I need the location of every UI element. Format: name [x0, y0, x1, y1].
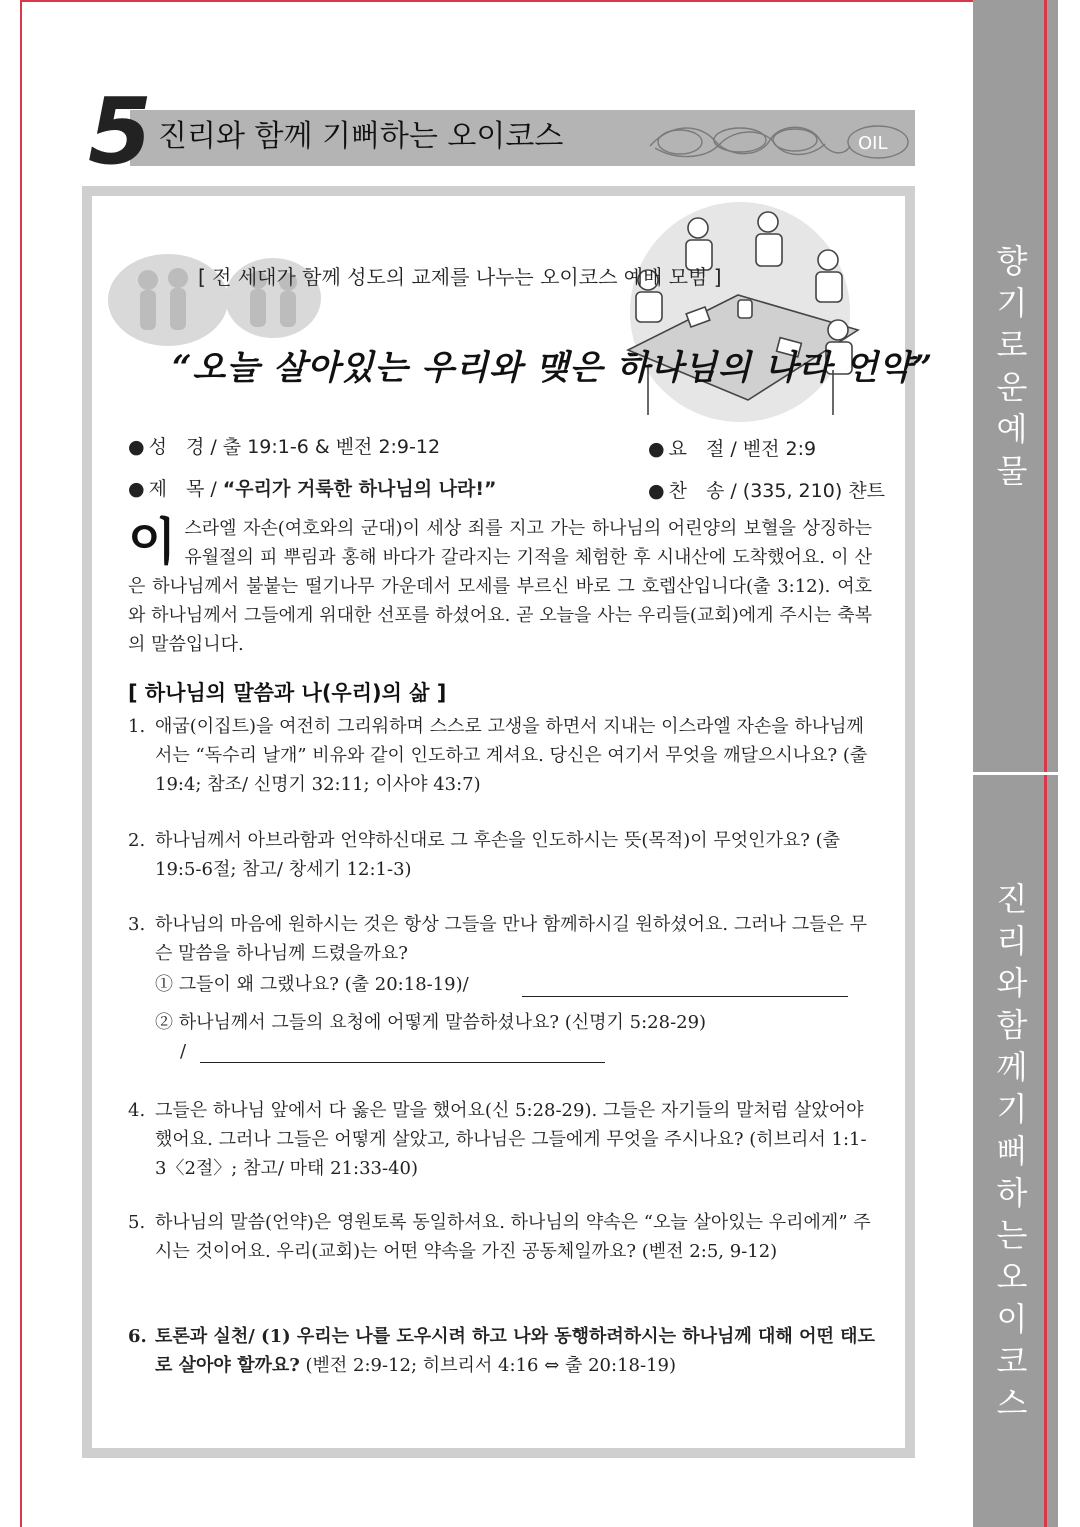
- intro-paragraph: [128, 514, 872, 659]
- question-text: 하나님의 마음에 원하시는 것은 항상 그들을 만나 함께하시길 원하셨어요. 그러나 그들은 무슨 말씀을 하나님께 드렸을까요?: [155, 914, 868, 964]
- page-border-top: [20, 0, 975, 2]
- sub-question-b-slash: /: [180, 1041, 187, 1062]
- sub-question-b: ② 하나님께서 그들의 요청에 어떻게 말씀하셨나요? (신명기 5:28-29): [155, 1012, 707, 1033]
- question-reference: (벧전 2:9-12; 히브리서 4:16 ⇔ 출 20:18-19): [299, 1355, 676, 1376]
- sub-question-a: ① 그들이 왜 그랬나요? (출 20:18-19)/: [155, 974, 469, 995]
- meta-bible-value: 출 19:1-6 & 벧전 2:9-12: [222, 436, 441, 458]
- bullet-icon: ●: [128, 478, 145, 500]
- side-tab-edge: [1044, 0, 1047, 1527]
- meta-bible: [128, 432, 440, 462]
- meta-key-verse-label: 요 절 /: [668, 438, 737, 460]
- question-text: 하나님의 말씀(언약)은 영원토록 동일하셔요. 하나님의 약속은 “오늘 살아있는 우리에게” 주시는 것이어요. 우리(교회)는 어떤 약속을 가진 공동체일까요? (벧전 2:5, 9-12): [155, 1212, 871, 1262]
- question-text: [155, 1322, 876, 1380]
- bullet-icon: ●: [648, 438, 665, 460]
- question-3: [128, 910, 876, 968]
- meta-hymn-label: 찬 송 /: [668, 480, 737, 502]
- meta-key-verse-value: 벧전 2:9: [742, 438, 817, 460]
- page-border-left: [20, 0, 22, 1527]
- bullet-icon: ●: [128, 436, 145, 458]
- question-number: 5.: [128, 1212, 146, 1233]
- meta-bible-label: 성 경 /: [148, 436, 217, 458]
- meta-hymn: [648, 476, 885, 506]
- side-tab-upper-label: 향기로운 예물: [996, 242, 1028, 490]
- chapter-title: 진리와 함께 기뻐하는 오이코스: [158, 119, 564, 154]
- question-number: 3.: [128, 914, 146, 935]
- question-text: 그들은 하나님 앞에서 다 옳은 말을 했어요(신 5:28-29). 그들은 자기들의 말처럼 살았어야 했어요. 그러나 그들은 어떻게 살았고, 하나님은 그들에게 무엇을 주시나요? (히브리서 1:1-3〈2절〉; 참고/ 마태 21:33-40): [155, 1100, 867, 1179]
- ornament-logo: [640, 118, 915, 164]
- answer-line-a[interactable]: [522, 996, 848, 997]
- meta-theme-label: 제 목 /: [148, 478, 217, 500]
- question-number: 6.: [128, 1326, 147, 1347]
- meta-key-verse: [648, 434, 816, 464]
- section-heading: [ 하나님의 말씀과 나(우리)의 삶 ]: [128, 681, 447, 705]
- bullet-icon: ●: [648, 480, 665, 502]
- question-5: [128, 1208, 876, 1266]
- question-1: [128, 712, 876, 799]
- question-bold-text: 토론과 실천/ (1) 우리는 나를 도우시려 하고 나와 동행하려하시는 하나님께 대해 어떤 태도로 살아야 할까요?: [155, 1326, 875, 1376]
- side-tab-divider: [973, 772, 1058, 775]
- meta-theme: [128, 474, 497, 504]
- lesson-slogan: “오늘 살아있는 우리와 맺은 하나님의 나라 언약”: [172, 348, 934, 388]
- meta-theme-value: “우리가 거룩한 하나님의 나라!”: [222, 478, 497, 500]
- question-4: [128, 1096, 876, 1183]
- question-number: 1.: [128, 716, 146, 737]
- question-6: [128, 1322, 876, 1380]
- question-number: 4.: [128, 1100, 146, 1121]
- meta-hymn-value: (335, 210) 챤트: [742, 480, 885, 502]
- question-number: 2.: [128, 830, 146, 851]
- intro-text: 스라엘 자손(여호와의 군대)이 세상 죄를 지고 가는 하나님의 어린양의 보혈을 상징하는 유월절의 피 뿌림과 홍해 바다가 갈라지는 기적을 체험한 후 시내산에 도착했어요. 이 산은 하나님께서 불붙는 떨기나무 가운데서 모세를 부르신 바로 그 호렙산입니다(출 3:12). 여호와 하나님께서 그들에게 위대한 선포를 하셨어요. 곧 오늘을 사는 우리들(교회)에게 주시는 축복의 말씀입니다.: [128, 518, 872, 655]
- question-text: 애굽(이집트)을 여전히 그리워하며 스스로 고생을 하면서 지내는 이스라엘 자손을 하나님께서는 “독수리 날개” 비유와 같이 인도하고 계셔요. 당신은 여기서 무엇을 깨달으시나요? (출 19:4; 참조/ 신명기 32:11; 이사야 43:7): [155, 716, 868, 795]
- drop-cap: 이: [128, 513, 177, 571]
- lesson-subtitle: [ 전 세대가 함께 성도의 교제를 나누는 오이코스 예배 모범 ]: [198, 265, 722, 289]
- chapter-number: 5: [88, 78, 153, 185]
- logo-text: OIL: [858, 133, 888, 154]
- question-text: 하나님께서 아브라함과 언약하신대로 그 후손을 인도하시는 뜻(목적)이 무엇인가요? (출 19:5-6절; 참고/ 창세기 12:1-3): [155, 830, 841, 880]
- side-tab-lower-label: 진리와 함께 기뻐하는 오이코스: [996, 880, 1028, 1422]
- oikos-watermark-illustration: [98, 240, 373, 360]
- question-2: [128, 826, 876, 884]
- answer-line-b[interactable]: [200, 1062, 605, 1063]
